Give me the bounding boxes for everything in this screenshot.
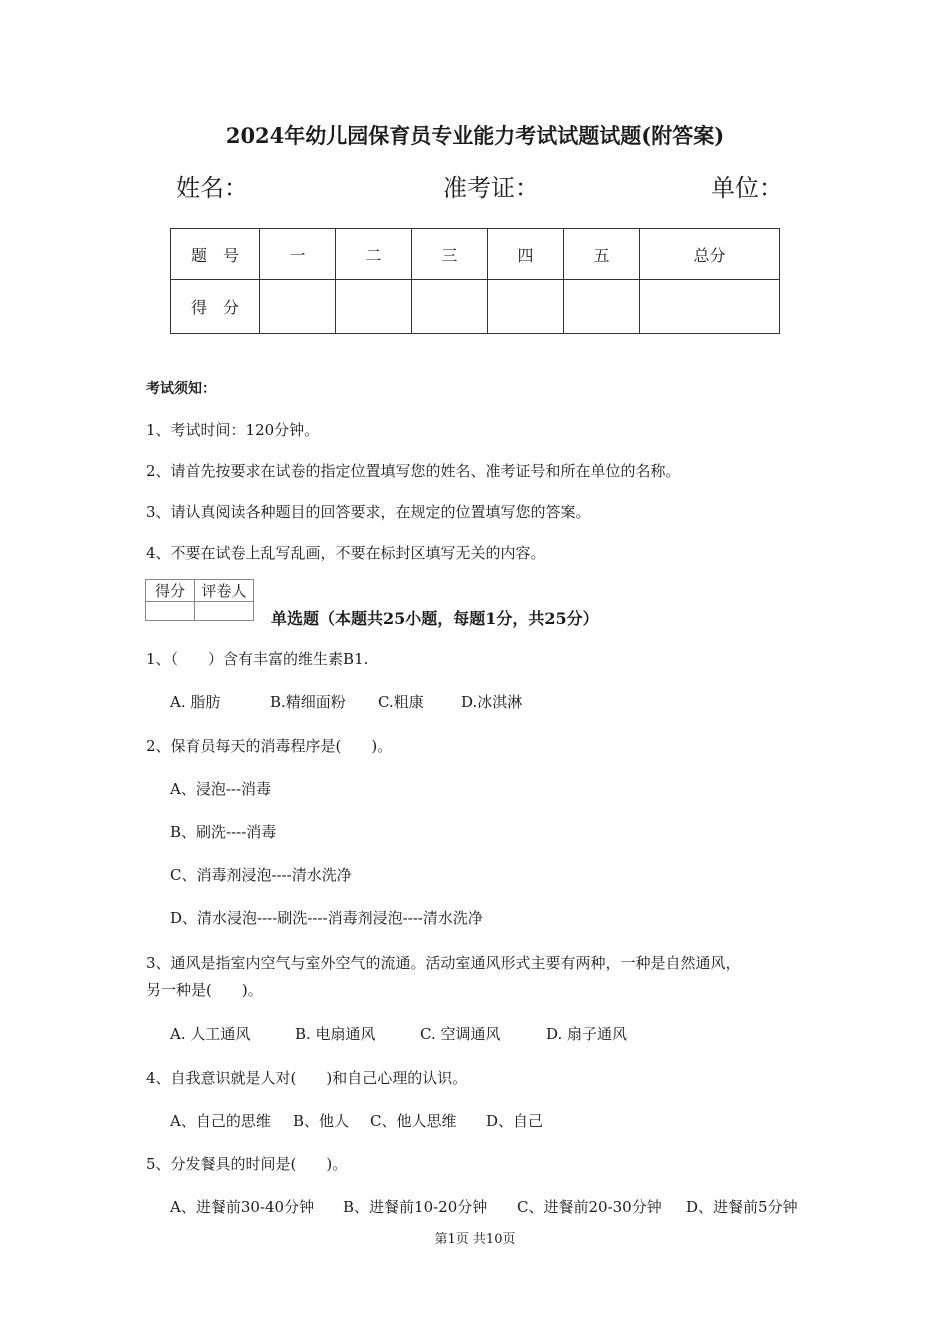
score-table-header-row xyxy=(171,229,780,280)
score-table xyxy=(170,228,780,334)
grader-box xyxy=(145,579,254,621)
grader-reviewer-cell[interactable] xyxy=(195,602,254,621)
document-title: 2024年幼儿园保育员专业能力考试试题试题(附答案) xyxy=(225,123,725,148)
notice-item: 1、考试时间：120分钟。 xyxy=(146,421,320,439)
grader-score-cell[interactable] xyxy=(146,602,195,621)
question-option: B.精细面粉 xyxy=(270,693,346,711)
score-header-cell: 四 xyxy=(488,229,564,280)
name-field-label: 姓名： xyxy=(176,174,248,202)
question-option: D、自己 xyxy=(486,1112,544,1130)
unit-field-label: 单位： xyxy=(711,174,783,202)
question-option: B、刷洗----消毒 xyxy=(170,823,277,841)
score-header-cell: 二 xyxy=(336,229,412,280)
question-stem: 1、（ ）含有丰富的维生素B1. xyxy=(146,650,369,668)
question-option: D. 扇子通风 xyxy=(546,1025,628,1043)
question-stem: 2、保育员每天的消毒程序是( )。 xyxy=(146,737,393,755)
score-cell[interactable] xyxy=(412,280,488,334)
question-option: A、进餐前30-40分钟 xyxy=(170,1198,315,1216)
score-header-cell: 五 xyxy=(564,229,640,280)
score-cell-total[interactable] xyxy=(640,280,780,334)
question-option: D、进餐前5分钟 xyxy=(686,1198,798,1216)
question-option: B. 电扇通风 xyxy=(295,1025,376,1043)
question-option: C. 空调通风 xyxy=(420,1025,501,1043)
score-cell[interactable] xyxy=(260,280,336,334)
notice-title: 考试须知： xyxy=(146,381,216,397)
question-option: A、自己的思维 xyxy=(170,1112,271,1130)
section-title: 单选题（本题共25小题，每题1分，共25分） xyxy=(271,609,599,628)
question-option: D.冰淇淋 xyxy=(461,693,523,711)
question-option: C、进餐前20-30分钟 xyxy=(517,1198,662,1216)
score-header-cell: 三 xyxy=(412,229,488,280)
score-cell[interactable] xyxy=(336,280,412,334)
exam-id-field-label: 准考证： xyxy=(443,174,539,202)
question-option: D、清水浸泡----刷洗----消毒剂浸泡----清水洗净 xyxy=(170,909,483,927)
question-option: C、他人思维 xyxy=(370,1112,457,1130)
question-option: A、浸泡---消毒 xyxy=(170,780,272,798)
page-footer: 第1页 共10页 xyxy=(434,1232,516,1247)
score-row-label: 得 分 xyxy=(171,280,260,334)
score-cell[interactable] xyxy=(564,280,640,334)
grader-score-label: 得分 xyxy=(146,580,195,602)
score-header-label: 题 号 xyxy=(171,229,260,280)
score-table-score-row xyxy=(171,280,780,334)
question-option: A. 脂肪 xyxy=(170,693,221,711)
grader-reviewer-label: 评卷人 xyxy=(195,580,254,602)
question-option: C.粗康 xyxy=(378,693,424,711)
question-option: B、进餐前10-20分钟 xyxy=(343,1198,488,1216)
question-stem: 3、通风是指室内空气与室外空气的流通。活动室通风形式主要有两种，一种是自然通风， xyxy=(146,954,741,972)
score-header-cell: 一 xyxy=(260,229,336,280)
score-cell[interactable] xyxy=(488,280,564,334)
question-stem: 4、自我意识就是人对( )和自己心理的认识。 xyxy=(146,1069,468,1087)
question-stem-continued: 另一种是( )。 xyxy=(146,981,263,999)
notice-item: 3、请认真阅读各种题目的回答要求，在规定的位置填写您的答案。 xyxy=(146,503,591,521)
notice-item: 4、不要在试卷上乱写乱画，不要在标封区填写无关的内容。 xyxy=(146,544,546,562)
notice-item: 2、请首先按要求在试卷的指定位置填写您的姓名、准考证号和所在单位的名称。 xyxy=(146,462,681,480)
question-option: A. 人工通风 xyxy=(170,1025,251,1043)
score-header-total: 总分 xyxy=(640,229,780,280)
question-stem: 5、分发餐具的时间是( )。 xyxy=(146,1155,348,1173)
question-option: C、消毒剂浸泡----清水洗净 xyxy=(170,866,352,884)
question-option: B、他人 xyxy=(293,1112,350,1130)
